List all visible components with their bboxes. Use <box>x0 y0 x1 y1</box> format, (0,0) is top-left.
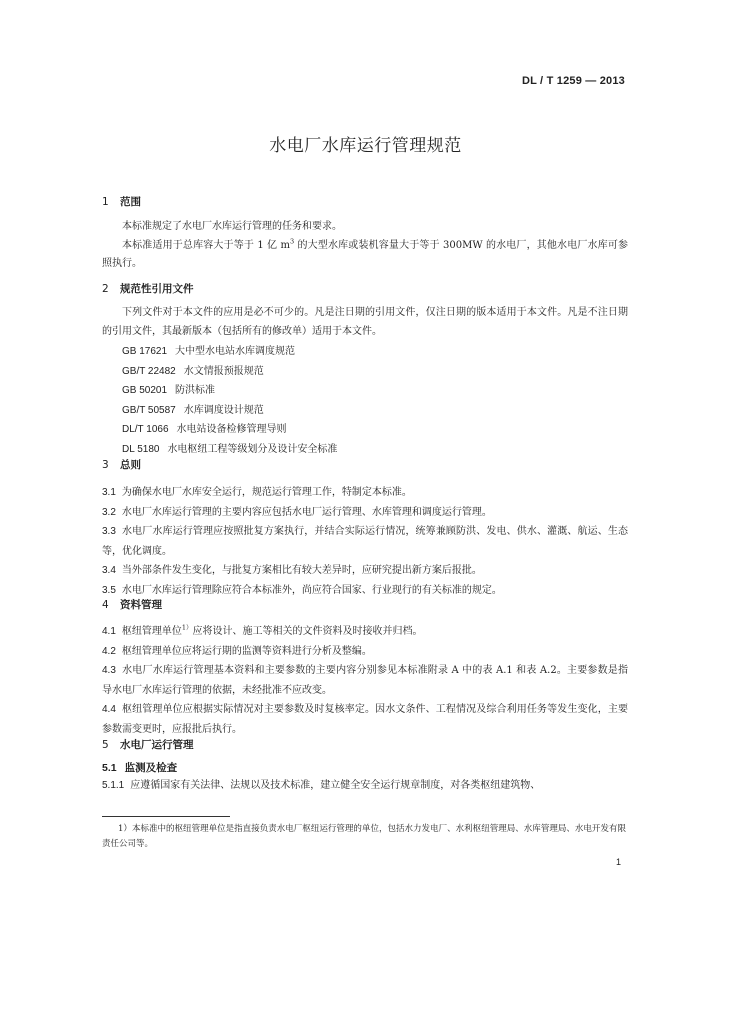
section-title: 总则 <box>120 459 141 471</box>
text-run: 本标准适用于总库容大于等于 1 亿 m <box>122 239 291 251</box>
clause-text: 应遵循国家有关法律、法规以及技术标准，建立健全安全运行规章制度，对各类枢纽建筑物、 <box>130 780 541 791</box>
footnote-divider <box>102 816 230 817</box>
standard-code: DL / T 1259 — 2013 <box>521 75 625 87</box>
reference-name: 水电站设备检修管理导则 <box>176 424 287 436</box>
reference-item <box>102 362 628 382</box>
clause <box>102 522 628 561</box>
section-3-body <box>102 483 628 600</box>
reference-code: DL 5180 <box>122 443 160 455</box>
reference-code: DL/T 1066 <box>122 424 169 436</box>
subsection-title: 监测及检查 <box>124 762 178 774</box>
reference-name: 防洪标准 <box>175 385 216 397</box>
section-3-heading <box>102 457 628 473</box>
section-4 <box>102 597 628 613</box>
reference-item <box>102 401 628 421</box>
clause-number: 3.1 <box>102 487 116 498</box>
clause-text: 当外部条件发生变化，与批复方案相比有较大差异时，应研究提出新方案后报批。 <box>121 565 482 576</box>
section-4-heading <box>102 597 628 613</box>
clause-text: 枢纽管理单位应根据实际情况对主要参数及时复核率定。因水文条件、工程情况及综合利用任务等发生变化，主要参数需变更时，应报批后执行。 <box>102 704 628 735</box>
subsection-5-1 <box>102 760 628 776</box>
clause-text: 水电厂水库运行管理应按照批复方案执行，并结合实际运行情况，统筹兼顾防洪、发电、供水、灌溉、航运、生态等，优化调度。 <box>102 526 628 557</box>
clause-text: 枢纽管理单位应将运行期的监测等资料进行分析及整编。 <box>121 645 372 657</box>
clause-number: 3.2 <box>102 506 116 518</box>
section-title: 规范性引用文件 <box>120 283 194 295</box>
clause <box>102 561 628 581</box>
subsection-heading <box>102 760 628 776</box>
section-number: 4 <box>102 599 109 611</box>
section-1-heading <box>102 194 628 210</box>
reference-name: 水文情报预报规范 <box>183 365 264 377</box>
reference-item <box>102 381 628 401</box>
clause-text: 应将设计、施工等相关的文件资料及时接收并归档。 <box>192 626 423 637</box>
paragraph <box>102 237 628 274</box>
clause <box>102 776 628 796</box>
reference-code: GB 17621 <box>122 346 168 357</box>
reference-item <box>102 420 628 440</box>
clause-text: 水电厂水库运行管理的主要内容应包括水电厂运行管理、水库管理和调度运行管理。 <box>121 506 492 518</box>
clause-text: 水电厂水库运行管理基本资料和主要参数的主要内容分别参见本标准附录 A 中的表 A.1 和表 A.2。主要参数是指导水电厂水库运行管理的依据，未经批准不应改变。 <box>102 665 628 696</box>
superscript: 3 <box>290 237 295 246</box>
clause-number: 4.1 <box>102 626 116 637</box>
clause-number: 4.2 <box>102 645 116 657</box>
clause <box>102 622 628 642</box>
section-3 <box>102 457 628 473</box>
section-2 <box>102 281 628 297</box>
clause-text: 为确保水电厂水库安全运行，规范运行管理工作，特制定本标准。 <box>121 487 412 498</box>
clause <box>102 483 628 503</box>
clause-number: 4.3 <box>102 665 116 676</box>
section-number: 3 <box>102 459 109 471</box>
section-title: 范围 <box>120 196 141 208</box>
clause-text: 枢纽管理单位 <box>121 626 182 637</box>
section-2-body <box>102 304 628 341</box>
footnote: 1）本标准中的枢纽管理单位是指直接负责水电厂枢纽运行管理的单位，包括水力发电厂、水利枢纽管理局、水库管理局、水电开发有限责任公司等。 <box>102 824 626 849</box>
subsection-number: 5.1 <box>102 762 117 774</box>
section-4-body <box>102 622 628 739</box>
paragraph: 本标准规定了水电厂水库运行管理的任务和要求。 <box>122 221 342 232</box>
section-number: 1 <box>102 196 109 208</box>
reference-item <box>102 342 628 362</box>
clause-text: 水电厂水库运行管理除应符合本标准外，尚应符合国家、行业现行的有关标准的规定。 <box>121 584 502 596</box>
reference-name: 水电枢纽工程等级划分及设计安全标准 <box>167 443 338 455</box>
clause-number: 3.3 <box>102 526 116 537</box>
section-5-heading <box>102 737 628 753</box>
page-number: 1 <box>615 857 621 867</box>
section-title: 资料管理 <box>120 599 162 611</box>
section-1 <box>102 194 628 210</box>
reference-name: 大中型水电站水库调度规范 <box>175 346 296 357</box>
reference-name: 水库调度设计规范 <box>183 404 264 416</box>
section-title: 水电厂运行管理 <box>120 739 194 751</box>
reference-code: GB 50201 <box>122 385 168 397</box>
reference-list <box>102 342 628 460</box>
document-title: 水电厂水库运行管理规范 <box>269 136 462 156</box>
clause <box>102 642 628 662</box>
section-5 <box>102 737 628 753</box>
section-number: 2 <box>102 283 109 295</box>
clause <box>102 700 628 739</box>
reference-code: GB/T 50587 <box>122 404 176 416</box>
section-5-body <box>102 776 628 796</box>
clause-number: 3.5 <box>102 584 116 596</box>
clause-number: 5.1.1 <box>102 780 125 791</box>
text-run: 的大型水库或装机容量大于等于 300MW 的水电厂，其他水电厂水库可参照执行。 <box>102 239 628 269</box>
footnote-marker: 1） <box>181 623 193 632</box>
section-2-heading <box>102 281 628 297</box>
clause <box>102 503 628 523</box>
reference-code: GB/T 22482 <box>122 365 176 377</box>
clause <box>102 661 628 700</box>
clause-number: 4.4 <box>102 704 116 715</box>
section-number: 5 <box>102 739 109 751</box>
paragraph: 下列文件对于本文件的应用是必不可少的。凡是注日期的引用文件，仅注日期的版本适用于本文件。凡是不注日期的引用文件，其最新版本（包括所有的修改单）适用于本文件。 <box>102 307 628 337</box>
clause-number: 3.4 <box>102 565 116 576</box>
section-1-body <box>102 218 628 274</box>
